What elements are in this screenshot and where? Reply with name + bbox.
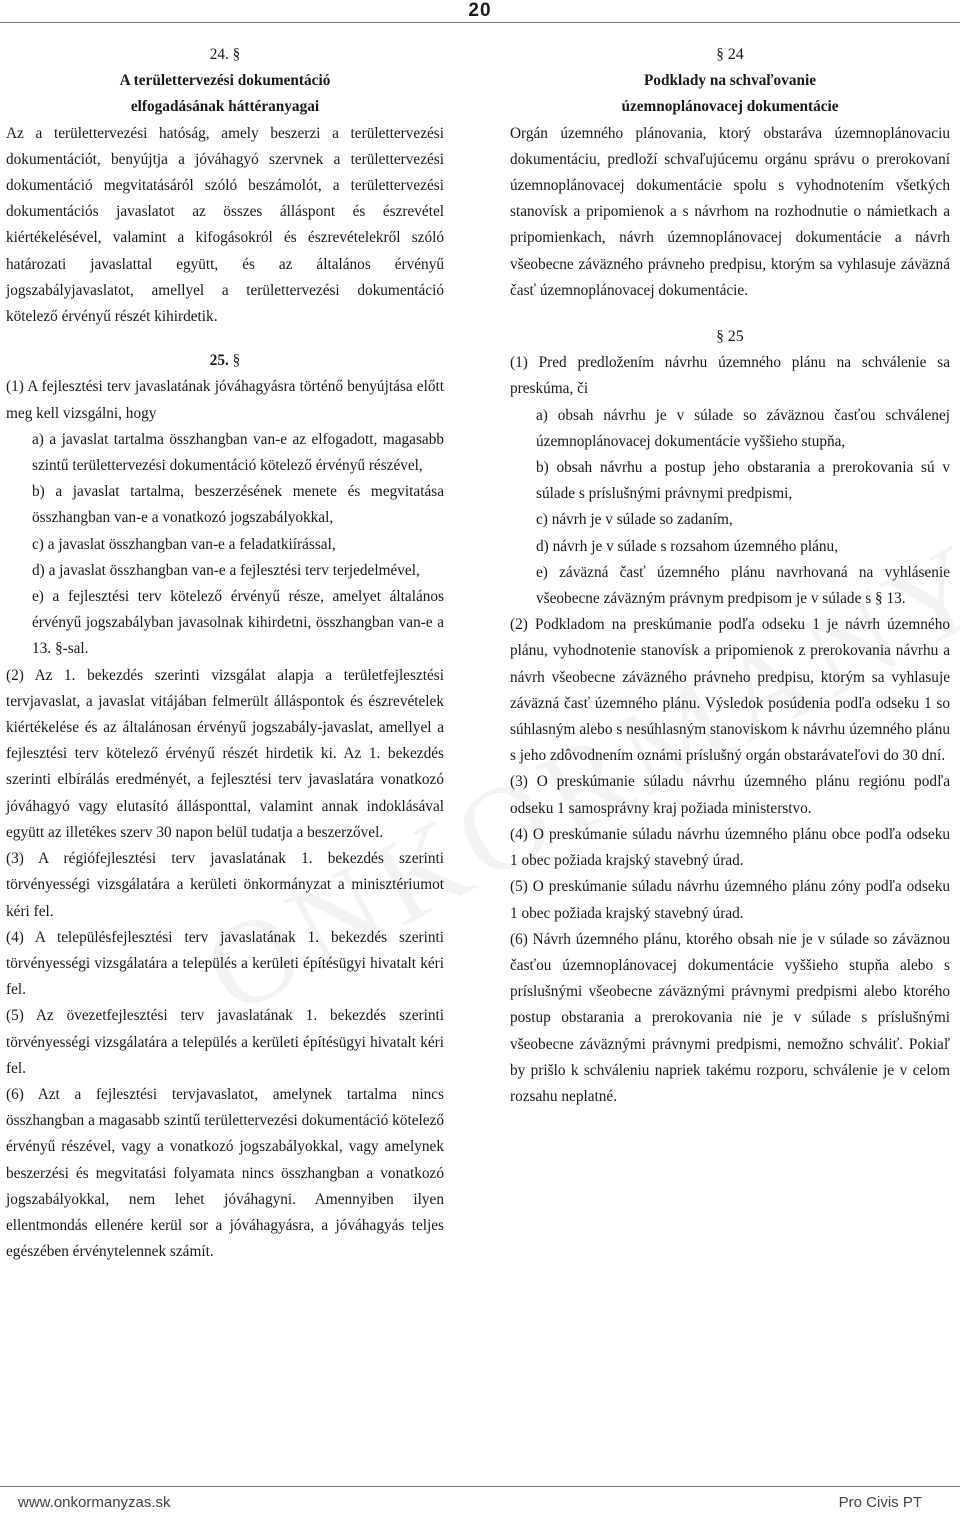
section-25-heading-sk — [510, 324, 950, 350]
paragraph-3-hu: (3) A régiófejlesztési terv javaslatának 1. bekezdés szerinti törvényességi vizsgálatára a kerületi önkormányzat a minisztériumot kéri fel. — [6, 850, 444, 920]
section-24-heading-sk — [510, 42, 950, 121]
paragraph-5-hu: (5) Az övezetfejlesztési terv javaslatának 1. bekezdés szerinti törvényességi vizsgálatára a település a kerületi építésügyi hivatalt kéri fel. — [6, 1007, 444, 1077]
item-c-sk: c) návrh je v súlade so zadaním, — [536, 511, 733, 529]
item-a-sk: a) obsah návrhu je v súlade so záväznou časťou schválenej územnoplánovacej dokumentácie vyššieho stupňa, — [536, 406, 950, 450]
section-number-line — [6, 348, 444, 374]
footer-publisher: Pro Civis PT — [838, 1494, 922, 1511]
section-symbol: § — [232, 352, 241, 370]
section-number: 25 — [727, 328, 744, 346]
section-number: 25. — [209, 352, 229, 370]
page-number: 20 — [468, 0, 492, 21]
section-title-line2: elfogadásának háttéranyagai — [130, 98, 320, 116]
section-number-line — [510, 42, 950, 68]
item-d-hu: d) a javaslat összhangban van-e a fejlesztési terv terjedelmével, — [32, 561, 420, 579]
header-rule — [0, 22, 960, 23]
footer-website: www.onkormanyzas.sk — [18, 1494, 171, 1511]
section-symbol: § — [716, 46, 724, 63]
section-24-heading-hu — [6, 42, 444, 121]
item-d-sk: d) návrh je v súlade s rozsahom územného plánu, — [536, 537, 839, 555]
paragraph-6-sk: (6) Návrh územného plánu, ktorého obsah nie je v súlade so záväznou časťou územnoplánovacej dokumentácie vyššieho stupňa alebo s príslušnými všeobecne záväznými právnymi predpismi alebo ktorého postup obstarania a prerokovania nie je v súlade s príslušnými všeobecne záväznými právnymi predpismi, nemožno schváliť. Pokiaľ by prišlo k schváleniu napriek takému rozporu, schválenie je v celom rozsahu neplatné. — [510, 930, 950, 1105]
paragraph-5-sk: (5) O preskúmanie súladu návrhu územného plánu zóny podľa odseku 1 obec požiada krajský stavebný úrad. — [510, 878, 950, 922]
item-b-hu: b) a javaslat tartalma, beszerzésének menete és megvitatása összhangban van-e a vonatkozó jogszabályokkal, — [32, 483, 444, 527]
paragraph-4-hu: (4) A településfejlesztési terv javaslatának 1. bekezdés szerinti törvényességi vizsgálatára a település a kerületi építésügyi hivatalt kéri fel. — [6, 928, 444, 999]
item-c-hu: c) a javaslat összhangban van-e a feladatkiírással, — [32, 535, 336, 553]
section-number: 24 — [727, 46, 744, 63]
column-hungarian — [6, 42, 444, 1265]
section-25-heading-hu — [6, 348, 444, 374]
paragraph-1-hu: (1) A fejlesztési terv javaslatának jóváhagyásra történő benyújtása előtt meg kell vizsgálni, hogy — [6, 378, 444, 422]
spacer — [6, 330, 444, 348]
item-a-hu: a) a javaslat tartalma összhangban van-e az elfogadott, magasabb szintű területtervezési dokumentáció kötelező érvényű részével, — [32, 430, 444, 475]
column-slovak — [510, 42, 950, 1110]
section-title-line2: územnoplánovacej dokumentácie — [621, 98, 839, 116]
section-symbol: § — [232, 46, 241, 63]
footer-rule — [0, 1486, 960, 1487]
section-24-text-hu: Az a területtervezési hatóság, amely beszerzi a területtervezési dokumentációt, benyújtja a jóváhagyó szervnek a területtervezési dokumentáció megvitatásáról szóló beszámolót, a területtervezési dokumentációs javaslatot az összes álláspont és észrevétel kiértékelésével, valamint a kifogásokról és észrevételekről szóló határozati javaslattal együtt, és az általános érvényű jogszabályjavaslatot, amellyel a területtervezési dokumentáció kötelező érvényű részét kihirdetik. — [6, 124, 444, 326]
paragraph-1-sk: (1) Pred predložením návrhu územného plánu na schválenie sa preskúma, či — [510, 354, 950, 398]
section-number-line — [510, 324, 950, 350]
paragraph-2-hu: (2) Az 1. bekezdés szerinti vizsgálat alapja a területfejlesztési tervjavaslat, a javaslat vitájában felmerült álláspontok és észrevételek kiértékelése és az általánosan érvényű jogszabály-javaslat, amellyel a fejlesztési terv kötelező érvényű részét hirdetik ki. Az 1. bekezdés szerinti elbírálás eredményét, a fejlesztési terv javaslatára vonatkozó jóváhagyó vagy elutasító állásponttal, valamint annak indoklásával együtt az illetékes szerv 30 napon belül tudatja a beszerzővel. — [6, 666, 444, 841]
section-title-line1: A területtervezési dokumentáció — [119, 72, 331, 90]
paragraph-2-sk: (2) Podkladom na preskúmanie podľa odseku 1 je návrh územného plánu, vyhodnotenie stanovísk a pripomienok z prerokovania návrhu a návrh všeobecne záväzného právneho predpisu, ktorým sa vyhlasuje záväzná časť územného plánu. Výsledok posúdenia podľa odseku 1 so súhlasným alebo s nesúhlasným stanoviskom k návrhu územného plánu s jeho zdôvodnením oznámi príslušný orgán obstarávateľovi do 30 dní. — [510, 616, 950, 765]
item-e-hu: e) a fejlesztési terv kötelező érvényű része, amelyet általános érvényű jogszabályban javasolnak kihirdetni, összhangban van-e a 13. §-sal. — [32, 588, 444, 658]
section-number-line — [6, 42, 444, 68]
spacer — [510, 304, 950, 324]
section-24-text-sk: Orgán územného plánovania, ktorý obstaráva územnoplánovaciu dokumentáciu, predloží schvaľujúcemu orgánu správu o prerokovaní územnoplánovacej dokumentácie spolu s vyhodnotením všetkých stanovísk a pripomienok a s návrhom na rozhodnutie o námietkach a pripomienkach, návrh územnoplánovacej dokumentácie a návrh všeobecne záväzného právneho predpisu, ktorým sa vyhlasuje záväzná časť územnoplánovacej dokumentácie. — [510, 124, 950, 299]
paragraph-6-hu: (6) Azt a fejlesztési tervjavaslatot, amelynek tartalma nincs összhangban a magasabb szintű területtervezési dokumentáció kötelező érvényű részével, vagy a vonatkozó jogszabályokkal, vagy amelynek beszerzési és megvitatási folyamata nincs összhangban a vonatkozó jogszabályokkal, nem lehet jóváhagyni. Amennyiben ilyen ellentmondás ellenére kerül sor a jóváhagyásra, a jóváhagyás teljes egészében érvénytelennek számít. — [6, 1085, 444, 1261]
section-number: 24. — [209, 46, 229, 63]
paragraph-4-sk: (4) O preskúmanie súladu návrhu územného plánu obce podľa odseku 1 obec požiada krajský stavebný úrad. — [510, 825, 950, 870]
item-e-sk: e) záväzná časť územného plánu navrhovaná na vyhlásenie všeobecne záväzným právnym predpisom je v súlade s § 13. — [536, 563, 950, 608]
paragraph-3-sk: (3) O preskúmanie súladu návrhu územného plánu regiónu podľa odseku 1 samosprávny kraj požiada ministerstvo. — [510, 773, 950, 817]
section-title-line1: Podklady na schvaľovanie — [643, 72, 817, 90]
item-b-sk: b) obsah návrhu a postup jeho obstarania a prerokovania sú v súlade s príslušnými právnymi predpismi, — [536, 459, 950, 503]
section-symbol: § — [716, 328, 724, 346]
